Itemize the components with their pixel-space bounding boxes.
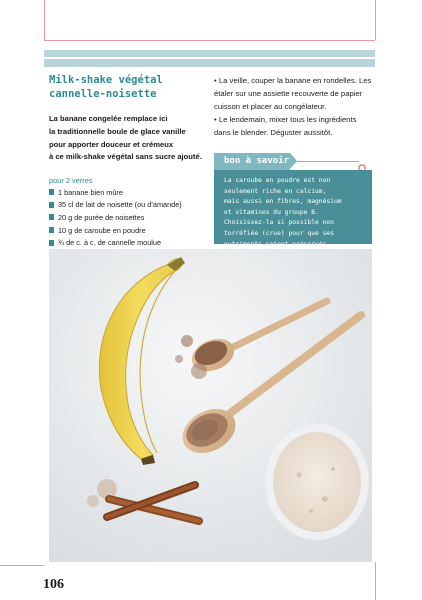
tip-header-arrow-icon	[290, 153, 297, 169]
ingredient-list	[49, 186, 182, 249]
ingredient-text: 35 cl de lait de noisette (ou d’amande)	[58, 200, 182, 210]
tip-line: et vitamines du groupe B.	[224, 208, 319, 216]
recipe-photo	[49, 249, 372, 562]
milkshake-cup	[265, 424, 369, 540]
tip-divider	[297, 161, 359, 162]
crop-mark	[375, 0, 376, 40]
serving-size: pour 2 verres	[49, 176, 93, 185]
tip-body	[214, 170, 372, 248]
recipe-step: • Le lendemain, mixer tous les ingrédients dans le blender. Déguster aussitôt.	[214, 114, 357, 137]
crop-mark	[375, 562, 376, 600]
bullet-square-icon	[49, 214, 54, 220]
tip-header-label: bon à savoir	[224, 156, 290, 166]
ingredient-item	[49, 186, 182, 199]
tip-line: seulement riche en calcium,	[224, 187, 327, 195]
crop-mark	[44, 40, 375, 41]
ingredient-item	[49, 211, 182, 224]
header-band	[44, 50, 375, 57]
recipe-title-line: cannelle-noisette	[49, 88, 157, 100]
bullet-square-icon	[49, 240, 54, 246]
recipe-step: • La veille, couper la banane en rondelles. Les étaler sur une assiette recouverte de papier cuisson et placer au congélateur.	[214, 76, 372, 111]
intro-line: la traditionnelle boule de glace vanille	[49, 126, 186, 136]
ingredient-text: 10 g de caroube en poudre	[58, 225, 146, 235]
ingredient-text: ¾ de c. à c. de cannelle moulue	[58, 238, 162, 248]
ingredient-text: 20 g de purée de noisettes	[58, 212, 145, 222]
ingredient-item	[49, 224, 182, 237]
intro-line: à ce milk-shake végétal sans sucre ajouté.	[49, 152, 202, 162]
crop-mark	[44, 0, 45, 40]
ingredient-text: 1 banane bien mûre	[58, 187, 123, 197]
crop-mark	[0, 565, 44, 566]
tip-line: torréfiée (crue) pour que ses	[224, 229, 334, 237]
bullet-square-icon	[49, 202, 54, 208]
bullet-square-icon	[49, 227, 54, 233]
tip-line: nutriments soient préservés.	[224, 240, 331, 248]
header-band	[44, 59, 375, 67]
intro-line: La banane congelée remplace ici	[49, 114, 168, 123]
tip-text	[224, 176, 362, 250]
tip-line: Choisissez-la si possible non	[224, 219, 334, 227]
recipe-title	[49, 73, 209, 101]
recipe-steps	[214, 75, 372, 140]
ingredient-item	[49, 236, 182, 249]
tip-header	[214, 153, 290, 170]
recipe-intro	[49, 113, 209, 164]
tip-line: La caroube en poudre est non	[224, 177, 331, 184]
ingredient-item	[49, 199, 182, 212]
recipe-title-line: Milk-shake végétal	[49, 74, 163, 86]
page-number: 106	[43, 577, 64, 592]
tip-line: mais aussi en fibres, magnésium	[224, 198, 342, 206]
intro-line: pour apporter douceur et crémeux	[49, 139, 174, 149]
bullet-square-icon	[49, 189, 54, 195]
